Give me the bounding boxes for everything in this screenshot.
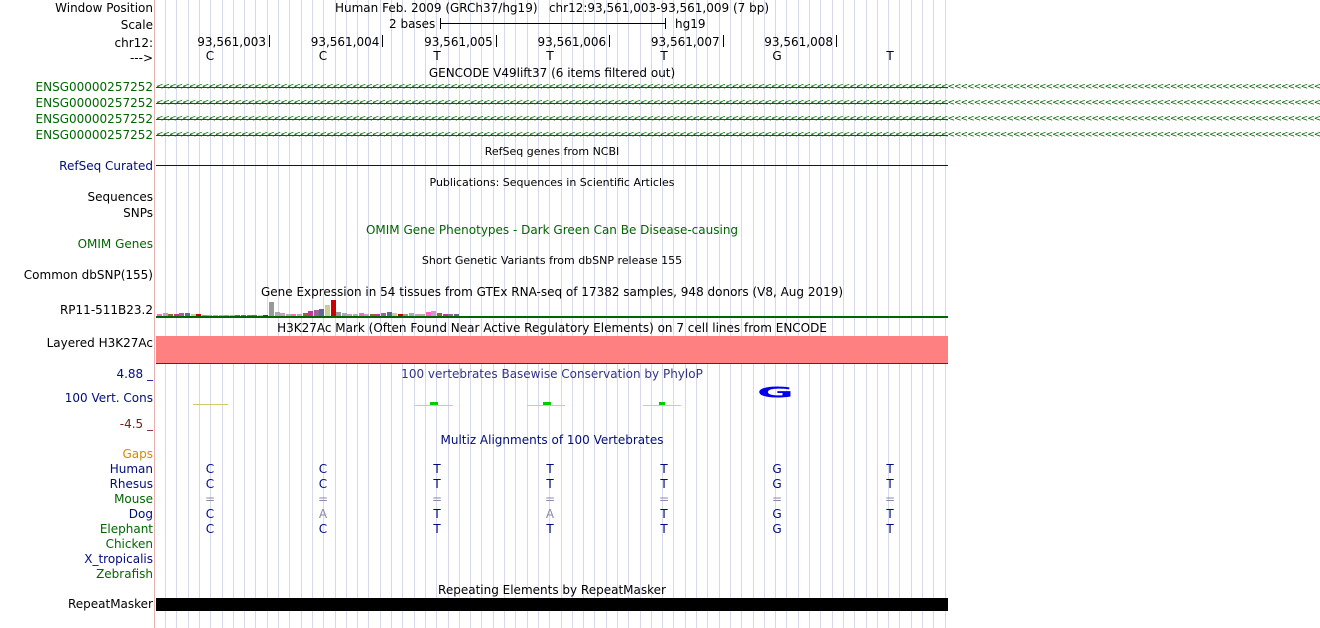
reference-base: T [660,49,668,63]
alignment-base: C [205,462,215,476]
scale-bar [440,23,666,24]
gaps-label[interactable]: Gaps [122,447,153,461]
reference-base: T [886,49,894,63]
h3k27ac-track-title: H3K27Ac Mark (Often Found Near Active Regulatory Elements) on 7 cell lines from ENCODE [277,321,827,335]
repeatmasker-track-title: Repeating Elements by RepeatMasker [438,583,666,597]
species-label-mouse[interactable]: Mouse [114,492,153,506]
grid-line [832,0,833,628]
grid-line [764,0,765,628]
ruler-tick [496,35,497,47]
sequences-label[interactable]: Sequences [87,190,153,204]
alignment-base: C [318,522,328,536]
grid-line [651,0,652,628]
snps-label[interactable]: SNPs [123,206,153,220]
reference-base: T [433,49,441,63]
chrom-label: chr12: [114,36,153,50]
phylop-label[interactable]: 100 Vert. Cons [64,391,153,405]
reference-base: C [318,49,328,63]
species-label-dog[interactable]: Dog [128,507,153,521]
alignment-base: = [884,492,896,506]
reference-base: T [546,49,554,63]
ruler-position: 93,561,007 [650,35,720,49]
alignment-base: T [660,462,668,476]
grid-line [244,0,245,628]
alignment-base: C [205,522,215,536]
gtex-tissue-bar [319,309,324,316]
multiz-track-title: Multiz Alignments of 100 Vertebrates [440,433,664,447]
window-position-label: Window Position [55,1,153,15]
alignment-base: T [433,477,441,491]
grid-line [504,0,505,628]
refseq-track-line [156,165,948,166]
alignment-base: T [886,462,894,476]
alignment-base: T [546,522,554,536]
species-label-zebrafish[interactable]: Zebrafish [96,567,153,581]
alignment-base: T [660,477,668,491]
alignment-base: T [886,477,894,491]
ruler-tick [836,35,837,47]
refseq-track-title: RefSeq genes from NCBI [484,145,620,158]
alignment-base: = [317,492,329,506]
grid-line [753,0,754,628]
ruler-tick [723,35,724,47]
alignment-base: C [318,462,328,476]
grid-line [267,0,268,628]
alignment-base: G [772,522,782,536]
gencode-track-title: GENCODE V49lift37 (6 items filtered out) [428,66,676,80]
alignment-base: T [886,507,894,521]
grid-line [798,0,799,628]
grid-line [640,0,641,628]
grid-line [255,0,256,628]
h3k27ac-signal [156,336,948,363]
grid-line [809,0,810,628]
alignment-base: = [544,492,556,506]
gencode-item-label[interactable]: ENSG00000257252 [35,80,153,94]
grid-line [233,0,234,628]
alignment-base: T [660,522,668,536]
grid-line [843,0,844,628]
grid-line [459,0,460,628]
gencode-strand-chevrons: <<<<<<<<<<<<<<<<<<<<<<<<<<<<<<<<<<<<<<<<<<<<<<<<<<<<<<<<<<<<<<<<<<<<<<<<<<<<<<<<<<<<<<<<<<<<<<<<<<<<<<<<<<<<<<<<<<<<<<<<<<<<<<<<<<<<<<<<<<<<<<<<<<<<<<<<<<<<<<<<<<<<<<<<<<<<<<<<<< [156,130,1320,140]
grid-line [696,0,697,628]
phylop-baseline [415,405,453,406]
gencode-strand-chevrons: <<<<<<<<<<<<<<<<<<<<<<<<<<<<<<<<<<<<<<<<<<<<<<<<<<<<<<<<<<<<<<<<<<<<<<<<<<<<<<<<<<<<<<<<<<<<<<<<<<<<<<<<<<<<<<<<<<<<<<<<<<<<<<<<<<<<<<<<<<<<<<<<<<<<<<<<<<<<<<<<<<<<<<<<<<<<<<<<<< [156,82,1320,92]
species-label-rhesus[interactable]: Rhesus [109,477,153,491]
phylop-min: -4.5 _ [119,417,153,431]
alignment-base: C [318,477,328,491]
grid-line [493,0,494,628]
reference-base: C [205,49,215,63]
ruler-position: 93,561,003 [197,35,266,49]
alignment-base: T [660,507,668,521]
alignment-base: G [772,477,782,491]
ruler-position: 93,561,008 [764,35,833,49]
grid-line [617,0,618,628]
grid-line [922,0,923,628]
window-position-value: Human Feb. 2009 (GRCh37/hg19) chr12:93,561,003-93,561,009 (7 bp) [334,1,770,15]
grid-line [572,0,573,628]
alignment-base: A [318,507,328,521]
grid-line [527,0,528,628]
species-label-chicken[interactable]: Chicken [105,537,153,551]
dbsnp-track-title: Short Genetic Variants from dbSNP release 155 [421,254,683,267]
grid-line [628,0,629,628]
repeatmasker-block [156,598,948,611]
alignment-base: G [772,462,782,476]
alignment-base: G [772,507,782,521]
gencode-strand-chevrons: <<<<<<<<<<<<<<<<<<<<<<<<<<<<<<<<<<<<<<<<<<<<<<<<<<<<<<<<<<<<<<<<<<<<<<<<<<<<<<<<<<<<<<<<<<<<<<<<<<<<<<<<<<<<<<<<<<<<<<<<<<<<<<<<<<<<<<<<<<<<<<<<<<<<<<<<<<<<<<<<<<<<<<<<<<<<<<<<<< [156,114,1320,124]
species-label-x_tropicalis[interactable]: X_tropicalis [84,552,153,566]
grid-line [685,0,686,628]
grid-line [673,0,674,628]
grid-line [561,0,562,628]
grid-line [730,0,731,628]
ruler-tick [382,35,383,47]
ruler-position: 93,561,004 [310,35,380,49]
label-separator [154,0,155,628]
ruler-tick [609,35,610,47]
ruler-position: 93,561,005 [424,35,493,49]
grid-line [741,0,742,628]
species-label-elephant[interactable]: Elephant [99,522,153,536]
alignment-base: T [433,522,441,536]
grid-line [877,0,878,628]
omim-label[interactable]: OMIM Genes [77,237,153,251]
alignment-base: = [771,492,783,506]
gencode-item-label[interactable]: ENSG00000257252 [35,112,153,126]
scale-assembly: hg19 [675,17,706,31]
grid-line [583,0,584,628]
grid-line [899,0,900,628]
alignment-base: = [431,492,443,506]
alignment-base: T [546,462,554,476]
gtex-tissue-bar [325,305,330,316]
reference-base: G [772,49,782,63]
gtex-track-title: Gene Expression in 54 tissues from GTEx RNA-seq of 17382 samples, 948 donors (V8, Aug 2019) [260,285,844,299]
h3k27ac-label[interactable]: Layered H3K27Ac [46,336,153,350]
strand-label: ---> [129,51,153,65]
species-label-human[interactable]: Human [109,462,153,476]
refseq-label[interactable]: RefSeq Curated [59,159,153,173]
alignment-base: C [205,507,215,521]
grid-line [515,0,516,628]
h3k27ac-bottom-line [156,363,948,364]
gtex-tissue-bar [269,302,274,316]
publications-track-title: Publications: Sequences in Scientific Articles [429,176,675,189]
grid-line [945,0,946,628]
scale-value: 2 bases [389,17,436,31]
phylop-logo-letter: G [757,383,794,402]
alignment-base: T [433,462,441,476]
alignment-base: A [545,507,555,521]
grid-line [911,0,912,628]
grid-line [786,0,787,628]
gencode-item-label[interactable]: ENSG00000257252 [35,96,153,110]
grid-line [719,0,720,628]
grid-line [538,0,539,628]
phylop-bar [193,404,228,405]
alignment-base: = [204,492,216,506]
gencode-item-label[interactable]: ENSG00000257252 [35,128,153,142]
grid-line [606,0,607,628]
grid-line [854,0,855,628]
grid-line [707,0,708,628]
ruler-tick [269,35,270,47]
ruler-position: 93,561,006 [537,35,607,49]
dbsnp-label[interactable]: Common dbSNP(155) [23,268,153,282]
gencode-strand-chevrons: <<<<<<<<<<<<<<<<<<<<<<<<<<<<<<<<<<<<<<<<<<<<<<<<<<<<<<<<<<<<<<<<<<<<<<<<<<<<<<<<<<<<<<<<<<<<<<<<<<<<<<<<<<<<<<<<<<<<<<<<<<<<<<<<<<<<<<<<<<<<<<<<<<<<<<<<<<<<<<<<<<<<<<<<<<<<<<<<<< [156,98,1320,108]
grid-line [470,0,471,628]
omim-track-title: OMIM Gene Phenotypes - Dark Green Can Be Disease-causing [365,223,739,237]
phylop-track-title: 100 vertebrates Basewise Conservation by PhyloP [401,367,703,381]
gtex-gene-line [156,316,948,318]
alignment-base: T [546,477,554,491]
grid-line [820,0,821,628]
alignment-base: = [658,492,670,506]
grid-line [866,0,867,628]
alignment-base: T [886,522,894,536]
grid-line [933,0,934,628]
grid-line [481,0,482,628]
alignment-base: T [433,507,441,521]
scale-label: Scale [120,18,153,32]
gtex-label[interactable]: RP11-511B23.2 [59,303,153,317]
grid-line [594,0,595,628]
phylop-baseline [527,405,565,406]
phylop-baseline [643,405,681,406]
grid-line [222,0,223,628]
phylop-max: 4.88 _ [116,367,153,381]
repeatmasker-label[interactable]: RepeatMasker [67,597,153,611]
alignment-base: C [205,477,215,491]
